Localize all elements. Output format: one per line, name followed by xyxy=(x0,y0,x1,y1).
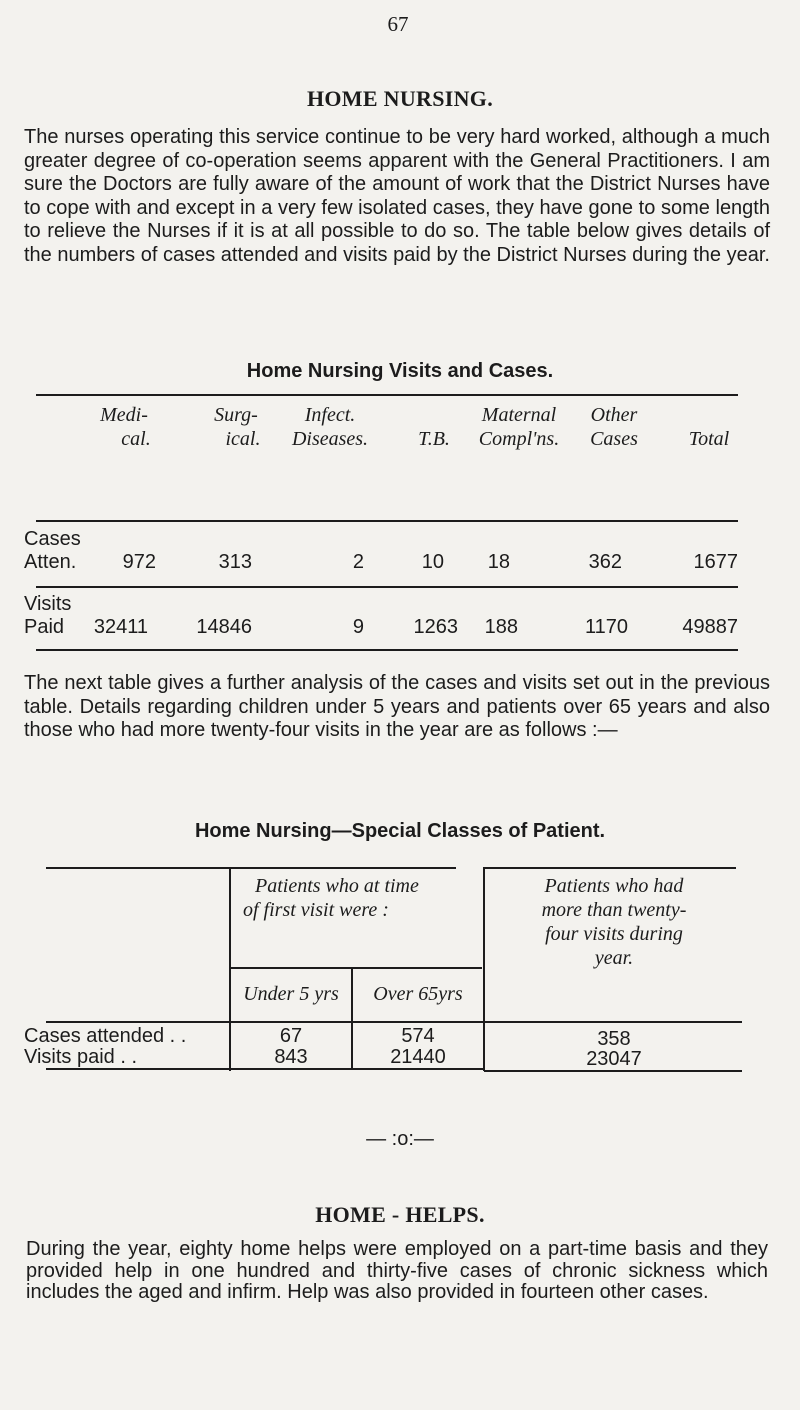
table1-cell: 188 xyxy=(484,616,518,638)
table1-cell: 32411 xyxy=(93,616,148,638)
table2-cell: 23047 xyxy=(586,1048,642,1070)
table1-cell: 1263 xyxy=(413,616,458,638)
table1-cell: 2 xyxy=(352,551,364,573)
table2-top-rule-right xyxy=(484,867,736,869)
table2-cell: 67 xyxy=(279,1025,303,1047)
table1-cell: 972 xyxy=(122,551,156,573)
table1-bottom-rule xyxy=(36,649,738,651)
table1-header-surgical: Surg- ical. xyxy=(214,404,261,450)
table2-subheader-over65: Over 65yrs xyxy=(373,983,463,1005)
table1-row-label-visits: Visits Paid xyxy=(24,593,72,638)
paragraph-home-helps: During the year, eighty home helps were employed on a part-time basis and they provided help in one hundred and thirty-five cases of chronic sickness which includes the aged and infirm. Help was also provided in fourteen other cases. xyxy=(26,1238,768,1304)
table2-header-more-than-24: Patients who had more than twenty- four visits during year. xyxy=(541,875,687,969)
table2-subheader-rule xyxy=(230,967,482,969)
table1-header-medical: Medi- cal. xyxy=(100,404,151,450)
table2-vline-3 xyxy=(483,867,485,1071)
table1-caption: Home Nursing Visits and Cases. xyxy=(246,360,554,382)
table1-cell: 1677 xyxy=(693,551,738,573)
table2-cell: 21440 xyxy=(390,1046,446,1068)
table1-cell: 362 xyxy=(588,551,622,573)
paragraph-further-analysis: The next table gives a further analysis of the cases and visits set out in the previous table. Details regarding children under 5 years and patients over 65 years and also those who had more twenty-four visits in the year are as follows :— xyxy=(24,672,770,742)
table1-header-maternal: Maternal Compl'ns. xyxy=(478,404,560,450)
table2-group-header: Patients who at time of first visit were : xyxy=(243,875,419,921)
table2-cell: 574 xyxy=(401,1025,435,1047)
table1-header-infectious: Infect. Diseases. xyxy=(291,404,369,450)
section-divider: — :o:— xyxy=(366,1128,434,1150)
table1-row-label-cases: Cases Atten. xyxy=(24,528,81,573)
table1-cell: 313 xyxy=(218,551,252,573)
table1-cell: 9 xyxy=(352,616,364,638)
table2-cell: 358 xyxy=(597,1028,631,1050)
heading-home-helps: HOME - HELPS. xyxy=(315,1202,485,1227)
table1-top-rule xyxy=(36,394,738,396)
table1-header-tb: T.B. xyxy=(418,428,450,450)
table1-cell: 49887 xyxy=(682,616,738,638)
table2-vline-1 xyxy=(229,867,231,1071)
table1-row-rule xyxy=(36,586,738,588)
table2-header-rule xyxy=(46,1021,742,1023)
table1-cell: 14846 xyxy=(196,616,252,638)
page-number: 67 xyxy=(387,12,409,36)
table1-header-other: Other Cases xyxy=(590,404,638,450)
table1-cell: 10 xyxy=(421,551,444,573)
table2-caption: Home Nursing—Special Classes of Patient. xyxy=(194,820,606,842)
table2-subheader-under5: Under 5 yrs xyxy=(243,983,339,1005)
table2-row-label-visits: Visits paid . . xyxy=(24,1046,138,1068)
table1-header-rule xyxy=(36,520,738,522)
table1-header-total: Total xyxy=(688,428,730,450)
heading-home-nursing: HOME NURSING. xyxy=(306,86,494,111)
table2-row-label-cases: Cases attended . . xyxy=(24,1025,187,1047)
paragraph-nursing-intro: The nurses operating this service continue to be very hard worked, although a much greater degree of co-operation seems apparent with the General Practitioners. I am sure the Doctors are fully aware of the amount of work that the District Nurses have to cope with and except in a very few isolated cases, they have gone to some length to relieve the Nurses if it is at all possible to do so. The table below gives details of the numbers of cases attended and visits paid by the District Nurses during the year. xyxy=(24,126,770,266)
table2-top-rule-left xyxy=(46,867,456,869)
table1-cell: 1170 xyxy=(584,616,628,638)
table1-cell: 18 xyxy=(487,551,510,573)
table2-vline-2 xyxy=(351,967,353,1069)
table2-cell: 843 xyxy=(274,1046,308,1068)
